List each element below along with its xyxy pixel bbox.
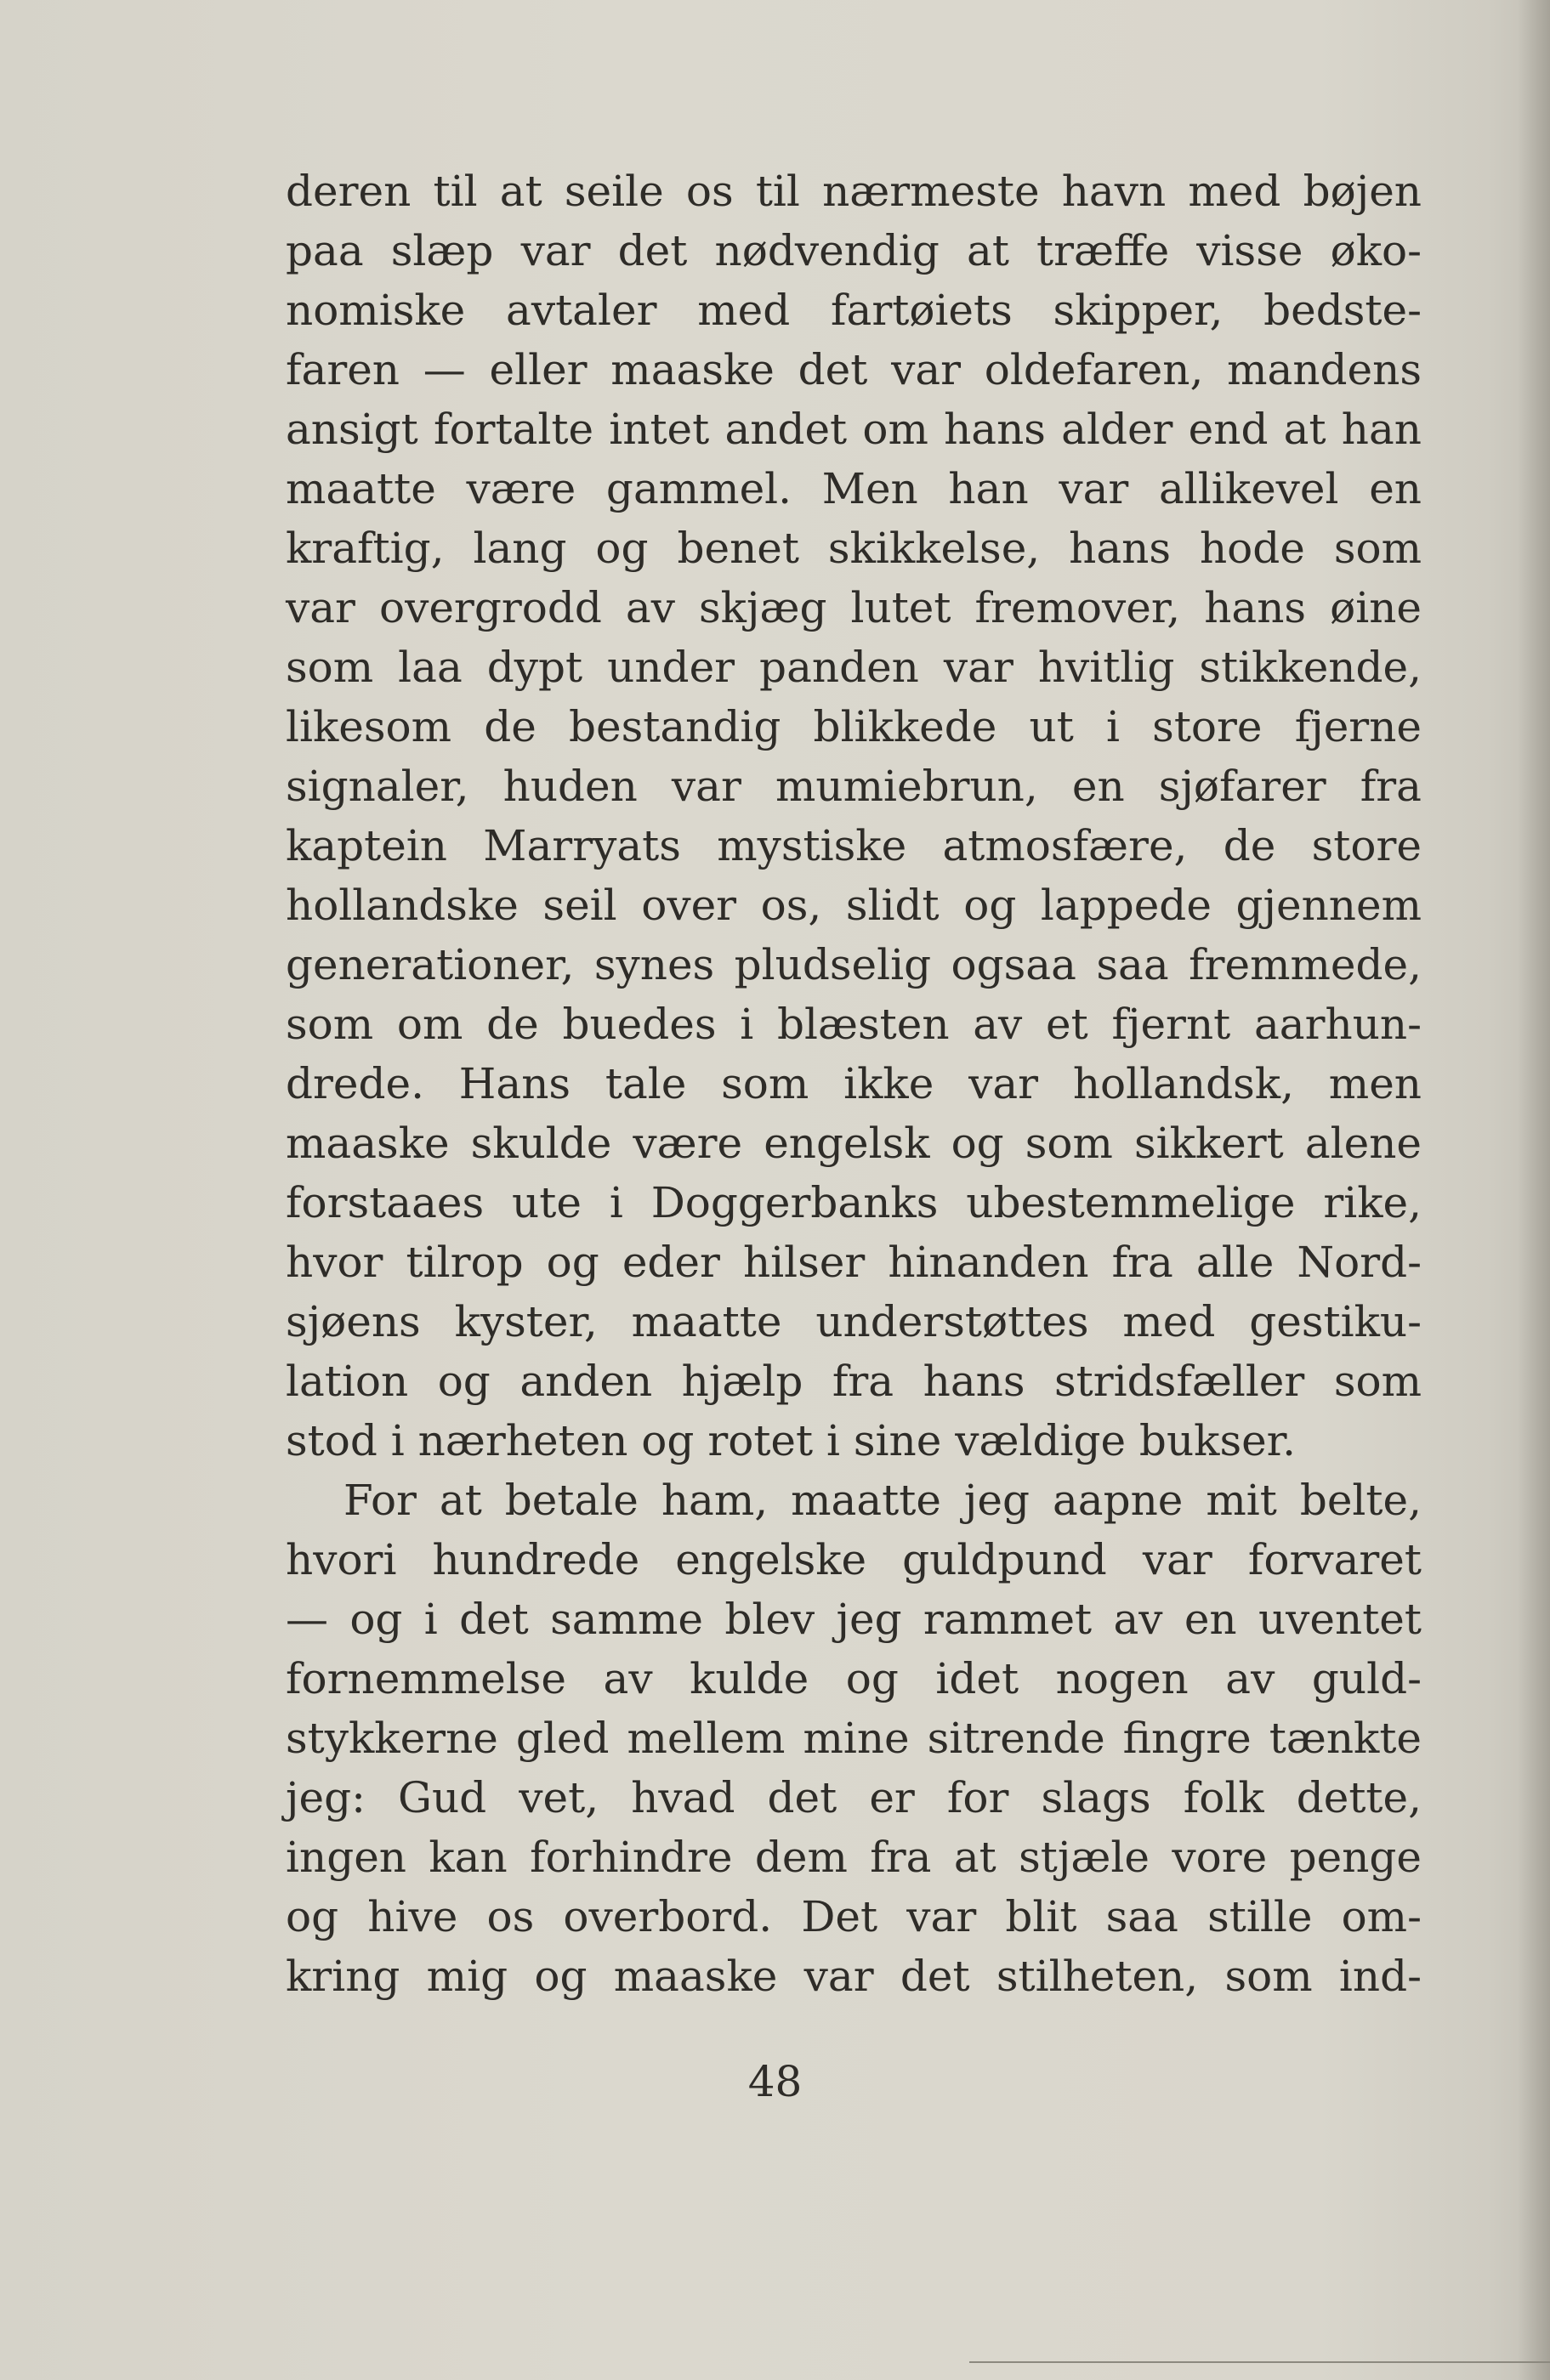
body-text (286, 162, 1422, 2006)
bottom-edge-line (969, 2361, 1550, 2363)
text-line: fornemmelse av kulde og idet nogen av guld- (286, 1654, 1422, 1703)
text-line: kaptein Marryats mystiske atmosfære, de store (286, 821, 1422, 870)
text-line: lation og anden hjælp fra hans stridsfæller som (286, 1357, 1422, 1406)
text-line: nomiske avtaler med fartøiets skipper, bedste- (286, 286, 1422, 335)
text-line: deren til at seile os til nærmeste havn med bøjen (286, 167, 1422, 216)
text-line: hollandske seil over os, slidt og lappede gjennem (286, 881, 1422, 930)
paragraph-end-line: stod i nærheten og rotet i sine vældige bukser. (286, 1416, 1296, 1465)
text-line: hvor tilrop og eder hilser hinanden fra alle Nord- (286, 1238, 1422, 1287)
text-line: ingen kan forhindre dem fra at stjæle vore penge (286, 1833, 1422, 1882)
text-line: paa slæp var det nødvendig at træffe visse øko- (286, 226, 1422, 275)
text-line: forstaaes ute i Doggerbanks ubestemmelige rike, (286, 1178, 1422, 1227)
text-line: kring mig og maaske var det stilheten, som ind- (286, 1952, 1422, 2001)
text-line: signaler, huden var mumiebrun, en sjøfarer fra (286, 762, 1422, 811)
paragraph-start-line: For at betale ham, maatte jeg aapne mit belte, (343, 1476, 1422, 1525)
text-line: som om de buedes i blæsten av et fjernt aarhun- (286, 1000, 1422, 1049)
text-line: — og i det samme blev jeg rammet av en uventet (286, 1595, 1422, 1644)
text-line: var overgrodd av skjæg lutet fremover, hans øine (286, 583, 1422, 632)
text-line: sjøens kyster, maatte understøttes med gestiku- (286, 1297, 1422, 1346)
text-line: maaske skulde være engelsk og som sikkert alene (286, 1119, 1422, 1168)
text-line: stykkerne gled mellem mine sitrende fingre tænkte (286, 1714, 1422, 1763)
text-line: maatte være gammel. Men han var allikevel en (286, 464, 1422, 513)
text-line: faren — eller maaske det var oldefaren, mandens (286, 345, 1422, 394)
text-line: jeg: Gud vet, hvad det er for slags folk dette, (286, 1773, 1422, 1822)
text-line: generationer, synes pludselig ogsaa saa fremmede, (286, 940, 1422, 989)
page-number: 48 (747, 2057, 803, 2106)
text-line: hvori hundrede engelske guldpund var forvaret (286, 1535, 1422, 1584)
text-line: som laa dypt under panden var hvitlig stikkende, (286, 643, 1422, 692)
page-edge-shadow (1518, 0, 1550, 2380)
text-line: likesom de bestandig blikkede ut i store fjerne (286, 702, 1422, 751)
text-line: drede. Hans tale som ikke var hollandsk, men (286, 1059, 1422, 1108)
text-line: kraftig, lang og benet skikkelse, hans hode som (286, 524, 1422, 573)
text-line: og hive os overbord. Det var blit saa stille om- (286, 1892, 1422, 1941)
text-line: ansigt fortalte intet andet om hans alder end at han (286, 405, 1422, 454)
